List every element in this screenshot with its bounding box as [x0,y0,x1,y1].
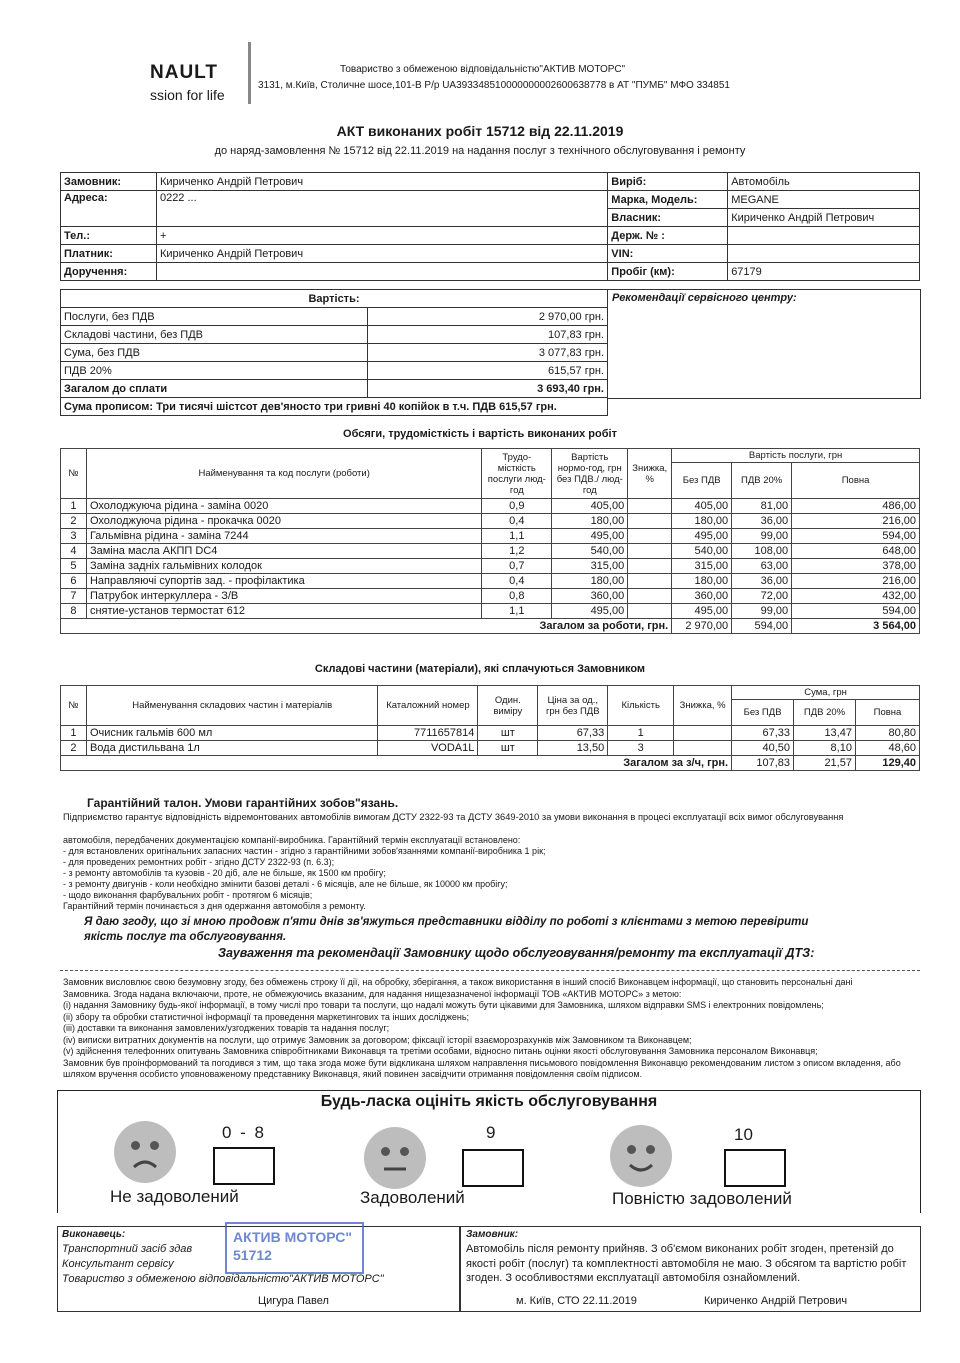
works-cell: 315,00 [672,559,732,574]
address-value: 0222 ... [156,191,607,227]
neutral-face-icon [364,1127,426,1189]
works-cell [628,499,672,514]
works-cell [628,529,672,544]
works-cell: 7 [61,589,87,604]
works-col-vat: ПДВ 20% [732,463,792,499]
works-row [61,529,920,544]
score-0-8: 0 - 8 [222,1123,267,1142]
works-cell: 0,8 [482,589,552,604]
works-col-labor: Трудо-місткість послуги люд-год [482,449,552,499]
works-cell: 405,00 [672,499,732,514]
plate-value [728,227,920,245]
cost-row-label: ПДВ 20% [61,362,368,380]
amount-in-words: Сума прописом: Три тисячі шістсот дев'яносто три гривні 40 копійок в т.ч. ПДВ 615,57 грн. [61,398,608,416]
parts-cell: шт [478,726,538,741]
warranty-title: Гарантійний талон. Умови гарантійних зобов"язань. [87,796,399,810]
works-cell: 495,00 [672,604,732,619]
address-label: Адреса: [61,191,157,227]
works-row [61,514,920,529]
score-checkbox-0-8[interactable] [213,1147,275,1185]
parts-cell: 48,60 [855,741,919,756]
company-stamp [225,1222,364,1274]
parts-cell: 7711657814 [378,726,478,741]
parts-cell: 1 [608,726,674,741]
works-total-full: 3 564,00 [792,619,920,634]
works-row [61,559,920,574]
phone-label: Тел.: [61,227,157,245]
score-checkbox-10[interactable] [724,1149,786,1187]
model-label: Марка, Модель: [608,191,728,209]
parts-cell [674,741,732,756]
vin-label: VIN: [608,245,728,263]
cost-row-label: Послуги, без ПДВ [61,308,368,326]
parts-total-full: 129,40 [855,756,919,771]
client-label: Замовник: [466,1229,519,1240]
parts-col-name: Найменування складових частин і матеріалів [86,686,377,726]
works-cell: 99,00 [732,604,792,619]
parts-cell: 2 [61,741,87,756]
privacy-line: Замовника. Згода надана включаючи, проте, не обмежуючись вказаним, для надання нищезазначеної інформації ТОВ «АКТИВ МОТОРС» з метою: [63,988,682,999]
works-cell: 180,00 [672,514,732,529]
privacy-line: Замовник висловлює свою безумовну згоду, без обмежень строку її дії, на обробку, зберігання, а також використання в інший спосіб Виконавцем інформації, що становить персональні дані [63,977,853,987]
works-col-discount: Знижка, % [628,449,672,499]
works-row [61,499,920,514]
owner-label: Власник: [608,209,728,227]
works-cell: 495,00 [672,529,732,544]
sad-face-icon [114,1121,176,1183]
works-cell: 36,00 [732,514,792,529]
executor-line: Консультант сервісу [62,1258,174,1270]
executor-line: Транспортний засіб здав [62,1243,193,1255]
works-cell: 0,4 [482,514,552,529]
mileage-value: 67179 [728,263,920,281]
works-cell: 99,00 [732,529,792,544]
company-address: 3131, м.Київ, Столичне шосе,101-В Р/р UA393348510000000002600638778 в АТ "ПУМБ" МФО 334851 [258,80,730,91]
parts-total-novat: 107,83 [732,756,794,771]
label-satisfied: Задоволений [360,1188,465,1207]
cost-row-value: 107,83 грн. [368,326,608,344]
payer-value: Кириченко Андрій Петрович [156,245,607,263]
customer-label: Замовник: [61,173,157,191]
parts-cell: Очисник гальмів 600 мл [86,726,377,741]
stamp-text: АКТИВ МОТОРС" 51712 [233,1229,352,1263]
vin-value [728,245,920,263]
parts-cell: 13,47 [794,726,856,741]
works-cell [628,544,672,559]
works-cell: 2 [61,514,87,529]
warranty-line: - щодо виконання фарбувальних робіт - протягом 6 місяців; [63,890,313,900]
works-cell: 405,00 [552,499,628,514]
works-cell: 6 [61,574,87,589]
works-cell: 63,00 [732,559,792,574]
phone-value: + [156,227,607,245]
rating-panel [57,1090,921,1213]
cost-row-label: Складові частини, без ПДВ [61,326,368,344]
works-cell: 378,00 [792,559,920,574]
works-cell: 432,00 [792,589,920,604]
warranty-line: - для проведених ремонтних робіт - згідно ДСТУ 2322-93 (п. 6.3); [63,857,335,867]
parts-cell: шт [478,741,538,756]
parts-cell: VODA1L [378,741,478,756]
parts-row [61,726,920,741]
parts-col-discount: Знижка, % [674,686,732,726]
customer-name: Кириченко Андрій Петрович [156,173,607,191]
works-cell: 594,00 [792,529,920,544]
works-col-cost-group: Вартість послуги, грн [672,449,920,463]
label-not-satisfied: Не задоволений [110,1187,239,1206]
parts-col-n: № [61,686,87,726]
company-name: Товариство з обмеженою відповідальністю"АКТИВ МОТОРС" [340,64,626,75]
plate-label: Держ. № : [608,227,728,245]
works-cell: 0,9 [482,499,552,514]
cost-table [60,289,608,416]
works-cell: 486,00 [792,499,920,514]
works-cell: 72,00 [732,589,792,604]
warranty-line: Гарантійний термін починається з дня одержання автомобіля з ремонту. [63,901,366,911]
works-total-label: Загалом за роботи, грн. [61,619,672,634]
happy-face-icon [610,1125,672,1187]
works-cell [628,604,672,619]
parts-cell: 8,10 [794,741,856,756]
parts-col-price: Ціна за од., грн без ПДВ [538,686,608,726]
parts-cell: 3 [608,741,674,756]
works-cell: 1,1 [482,529,552,544]
executor-label: Виконавець: [62,1229,126,1240]
works-cell [628,589,672,604]
works-cell: 495,00 [552,529,628,544]
warranty-line: - з ремонту автомобілів та кузовів - 20 діб, але не більше, як 1500 км пробігу; [63,868,386,878]
works-col-n: № [61,449,87,499]
parts-total-vat: 21,57 [794,756,856,771]
parts-cell: 80,80 [855,726,919,741]
customer-table [60,172,920,281]
works-cell: Гальмівна рідина - заміна 7244 [86,529,481,544]
score-9: 9 [486,1123,496,1142]
warranty-line: автомобіля, передбачених документацією компанії-виробника. Гарантійний термін експлуатації встановлено: [63,835,521,845]
parts-row [61,741,920,756]
owner-value: Кириченко Андрій Петрович [728,209,920,227]
works-cell: 216,00 [792,514,920,529]
document-title: АКТ виконаних робіт 15712 від 22.11.2019 [336,123,624,139]
warranty-line: - для встановлених оригінальних запасних частин - згідно з гарантійними зобов'язаннями компанії-виробника 1 рік; [63,846,546,856]
works-cell: Заміна масла АКПП DC4 [86,544,481,559]
works-total-novat: 2 970,00 [672,619,732,634]
executor-signer: Цигура Павел [258,1295,329,1307]
works-cell [628,574,672,589]
works-cell: 4 [61,544,87,559]
mileage-label: Пробіг (км): [608,263,728,281]
works-cell: 540,00 [672,544,732,559]
parts-total-label: Загалом за з/ч, грн. [61,756,732,771]
works-cell: 0,7 [482,559,552,574]
works-cell: Патрубок интеркуллера - З/В [86,589,481,604]
privacy-line: шляхом вручення особисто уповноваженому представнику Виконавця, який повинен засвідчити отримання повідомлення своїм підписом. [63,1069,643,1079]
score-checkbox-9[interactable] [462,1149,524,1187]
authorization-value [156,263,607,281]
works-cell: Направляючі супортів зад. - профілактика [86,574,481,589]
works-cell: Заміна задніх гальмівних колодок [86,559,481,574]
privacy-line: (іv) виписки витратних документів на послуги, що отримує Замовник за договором; фіксації історії взаєморозрахунків між Замовником та Виконавцем; [63,1034,692,1045]
works-cell: 180,00 [552,574,628,589]
works-col-novat: Без ПДВ [672,463,732,499]
recommendations-label: Рекомендації сервісного центру: [612,292,797,304]
cost-row-value: 3 077,83 грн. [368,344,608,362]
works-col-name: Найменування та код послуги (роботи) [86,449,481,499]
parts-cell: 67,33 [538,726,608,741]
remarks-divider [60,970,920,971]
parts-cell: 67,33 [732,726,794,741]
works-cell [628,559,672,574]
warranty-line: - з ремонту двигунів - коли необхідно змінити базові деталі - 6 місяців, але не більше, як 10000 км пробігу; [63,879,508,889]
parts-cell: 40,50 [732,741,794,756]
parts-col-full: Повна [855,700,919,726]
works-col-rate: Вартість нормо-год, грн без ПДВ./ люд-год [552,449,628,499]
works-cell: 3 [61,529,87,544]
cost-header: Вартість: [61,290,608,308]
brand-logo: NAULT [150,62,218,83]
parts-col-unit: Один. виміру [478,686,538,726]
privacy-consent [63,977,923,1081]
works-cell: 1,1 [482,604,552,619]
brand-slogan: ssion for life [150,87,225,103]
works-cell: 360,00 [552,589,628,604]
client-acceptance-text: Автомобіль після ремонту прийняв. З об'ємом виконаних робіт згоден, претензій до якості робіт (послуг) та комплектності автомобіля не маю. З обсягом та вартістю робіт згоден. З особливостями експлуатації автомобіля ознайомлений. [466,1243,907,1284]
works-row [61,604,920,619]
parts-col-vat: ПДВ 20% [794,700,856,726]
privacy-line: (іі) збору та обробки статистичної інформації та проведення маркетингових та інших досліджень; [63,1011,470,1022]
total-due-value: 3 693,40 грн. [368,380,608,398]
privacy-line: (і) надання Замовнику будь-якої інформації, в тому числі про товари та послуги, що надалі можуть бути цікавими для Замовника, шляхом відправки SMS і електронних повідомлень; [63,1000,824,1010]
parts-col-novat: Без ПДВ [732,700,794,726]
works-cell: 0,4 [482,574,552,589]
works-cell: 81,00 [732,499,792,514]
works-cell: 8 [61,604,87,619]
works-cell: снятие-установ термостат 612 [86,604,481,619]
cost-row-value: 2 970,00 грн. [368,308,608,326]
works-col-full: Повна [792,463,920,499]
works-cell: 1 [61,499,87,514]
works-cell [628,514,672,529]
works-title: Обсяги, трудомісткість і вартість виконаних робіт [343,428,617,440]
parts-cell: Вода дистильвана 1л [86,741,377,756]
works-cell: 648,00 [792,544,920,559]
client-place-date: м. Київ, СТО 22.11.2019 [516,1295,637,1307]
warranty-terms [63,835,923,912]
works-cell: 108,00 [732,544,792,559]
works-cell: 180,00 [552,514,628,529]
header-divider [248,42,251,104]
payer-label: Платник: [61,245,157,263]
remarks-heading: Зауваження та рекомендації Замовнику щодо обслуговування/ремонту та експлуатації ДТЗ: [218,946,815,960]
recommendations-box [608,289,921,399]
total-due-label: Загалом до сплати [61,380,368,398]
works-cell: 360,00 [672,589,732,604]
privacy-line: (ііі) доставки та виконання замовлених/узгоджених товарів та надання послуг; [63,1023,390,1033]
cost-row-value: 615,57 грн. [368,362,608,380]
consent-statement: Я даю згоду, що зі мною продовж п'яти днів зв'яжуться представники відділу по роботі з клієнтами з метою перевірити якість послуг та обслуговування. [84,916,809,943]
score-10: 10 [734,1125,753,1144]
parts-table [60,685,920,771]
authorization-label: Доручення: [61,263,157,281]
parts-col-sum-group: Сума, грн [732,686,920,700]
works-cell: 594,00 [792,604,920,619]
works-cell: 36,00 [732,574,792,589]
parts-cell [674,726,732,741]
works-cell: 180,00 [672,574,732,589]
executor-line: Товариство з обмеженою відповідальністю"АКТИВ МОТОРС" [62,1273,384,1285]
works-cell: 540,00 [552,544,628,559]
works-table [60,448,920,634]
parts-col-catalog: Каталожний номер [378,686,478,726]
label-fully-satisfied: Повністю задоволений [612,1189,792,1208]
product-label: Виріб: [608,173,728,191]
works-cell: Охолоджуюча рідина - заміна 0020 [86,499,481,514]
cost-row-label: Сума, без ПДВ [61,344,368,362]
warranty-intro: Підприємство гарантує відповідність відремонтованих автомобілів вимогам ДСТУ 2322-93 та ДСТУ 3649-2010 за умови виконання в процесі експлуатації всіх вимог обслуговування [63,812,844,822]
rating-title: Будь-ласка оцініть якість обслуговування [320,1093,658,1110]
works-total-vat: 594,00 [732,619,792,634]
works-cell: 315,00 [552,559,628,574]
model-value: MEGANE [728,191,920,209]
parts-cell: 1 [61,726,87,741]
parts-title: Складові частини (матеріали), які сплачуються Замовником [314,663,646,675]
product-value: Автомобіль [728,173,920,191]
works-cell: 216,00 [792,574,920,589]
privacy-line: (v) здійснення телефонних опитувань Замовника співробітниками Виконавця та третіми особами, відносно питань оцінки якості обслуговування Замовника персоналом Виконавця; [63,1046,818,1056]
client-box [459,1226,921,1312]
client-name: Кириченко Андрій Петрович [704,1295,848,1307]
works-cell: 5 [61,559,87,574]
works-cell: Охолоджуюча рідина - прокачка 0020 [86,514,481,529]
parts-cell: 13,50 [538,741,608,756]
works-row [61,589,920,604]
works-cell: 495,00 [552,604,628,619]
works-row [61,574,920,589]
document-subtitle: до наряд-замовлення № 15712 від 22.11.2019 на надання послуг з технічного обслуговування і ремонту [214,145,746,157]
parts-col-qty: Кількість [608,686,674,726]
works-row [61,544,920,559]
privacy-line: Замовник був проінформований та погодився з тим, що така згода може бути відкликана шляхом направлення письмового повідомлення Виконавцю рекомендованим листом з описом вкладення, або [63,1057,901,1068]
works-cell: 1,2 [482,544,552,559]
